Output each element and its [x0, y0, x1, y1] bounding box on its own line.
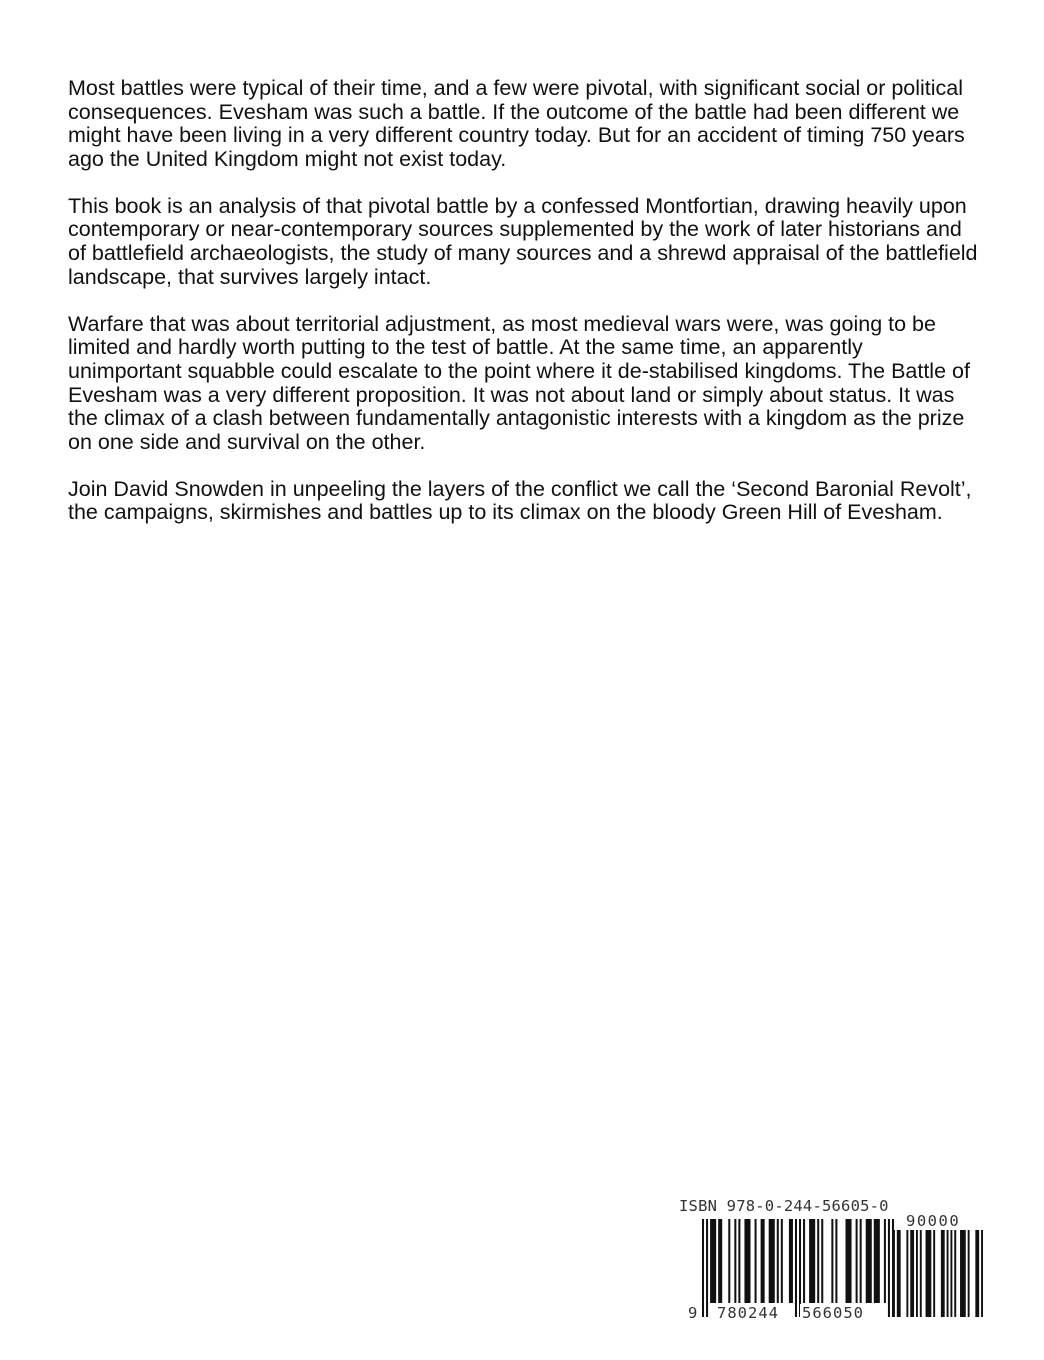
barcode-first-digit: 9: [688, 1304, 699, 1322]
barcode-bar: [874, 1219, 880, 1303]
barcode-bar: [781, 1219, 783, 1303]
barcode-bar: [755, 1219, 757, 1303]
barcode-bar: [799, 1219, 801, 1317]
barcode-bar: [809, 1219, 815, 1303]
barcode-addon-digits: 90000: [906, 1212, 961, 1230]
barcode-bar: [769, 1219, 775, 1303]
addon-bars: [893, 1230, 983, 1317]
barcode-bar: [906, 1230, 908, 1317]
barcode-bar: [821, 1219, 823, 1303]
barcode-bar: [761, 1219, 765, 1303]
barcode-bar: [734, 1219, 736, 1303]
barcode-left-digits: 780244: [717, 1304, 779, 1322]
barcode-bar: [728, 1219, 730, 1303]
barcode-bar: [947, 1230, 949, 1317]
barcode-bar: [981, 1230, 983, 1317]
barcode-bar: [933, 1230, 935, 1317]
barcode-bar: [950, 1230, 952, 1317]
barcode-bar: [856, 1219, 858, 1303]
barcode-right-digits: 566050: [802, 1304, 864, 1322]
barcode-bar: [789, 1219, 793, 1303]
barcode-bar: [916, 1230, 918, 1317]
barcode-bar: [888, 1219, 890, 1317]
barcode-bar: [702, 1219, 704, 1317]
barcode-bar: [706, 1219, 708, 1317]
barcode-bar: [954, 1230, 956, 1317]
isbn-label: ISBN 978-0-244-56605-0: [679, 1197, 889, 1215]
barcode-bar: [920, 1230, 922, 1317]
barcode-bar: [897, 1230, 901, 1317]
barcode-bar: [835, 1219, 837, 1303]
barcode-bar: [744, 1219, 750, 1303]
barcode-bar: [884, 1219, 886, 1303]
barcode-bar: [866, 1219, 872, 1303]
barcode-bar: [803, 1219, 805, 1303]
barcode-bar: [975, 1230, 979, 1317]
barcode-bar: [941, 1230, 945, 1317]
barcode-bar: [860, 1219, 862, 1303]
barcode-bar: [968, 1230, 970, 1317]
barcode-bar: [910, 1230, 914, 1317]
barcode-bar: [831, 1219, 833, 1303]
barcode-bar: [777, 1219, 779, 1303]
barcode-bar: [845, 1219, 851, 1303]
blurb-paragraph-2: This book is an analysis of that pivotal battle by a confessed Montfortian, drawing heavily upon contemporary or near-contemporary sources supplemented by the work of later historians and of battlefield archaeologists, the study of many sources and a shrewd appraisal of the battlefield landscape, that survives largely intact.: [68, 193, 978, 289]
barcode-bar: [710, 1219, 716, 1303]
barcode-bar: [718, 1219, 722, 1303]
ean13-bars: [702, 1219, 894, 1317]
barcode-bar: [795, 1219, 797, 1317]
barcode-bar: [738, 1219, 740, 1303]
barcode-bar: [817, 1219, 819, 1303]
barcode-bar: [926, 1230, 932, 1317]
blurb-paragraph-4: Join David Snowden in unpeeling the layers of the conflict we call the ‘Second Baronial Revolt’, the campaigns, skirmishes and battles up to its climax on the bloody Green Hill of Evesham.: [68, 476, 972, 525]
barcode-bar: [960, 1230, 966, 1317]
blurb-text: [68, 77, 978, 549]
blurb-paragraph-1: Most battles were typical of their time, and a few were pivotal, with significant social or political consequences. Evesham was such a battle. If the outcome of the battle had been different we might have been living in a very different country today. But for an accident of timing 750 years ago the United Kingdom might not exist today.: [68, 76, 965, 171]
isbn-barcode: [675, 1197, 981, 1321]
blurb-paragraph-3: Warfare that was about territorial adjustment, as most medieval wars were, was going to be limited and hardly worth putting to the test of battle. At the same time, an apparently unimportant squabble could escalate to the point where it de-stabilised kingdoms. The Battle of Evesham was a very different proposition. It was not about land or simply about status. It was the climax of a clash between fundamentally antagonistic interests with a kingdom as the prize on one side and survival on the other.: [68, 311, 970, 454]
barcode-bar: [893, 1230, 895, 1317]
